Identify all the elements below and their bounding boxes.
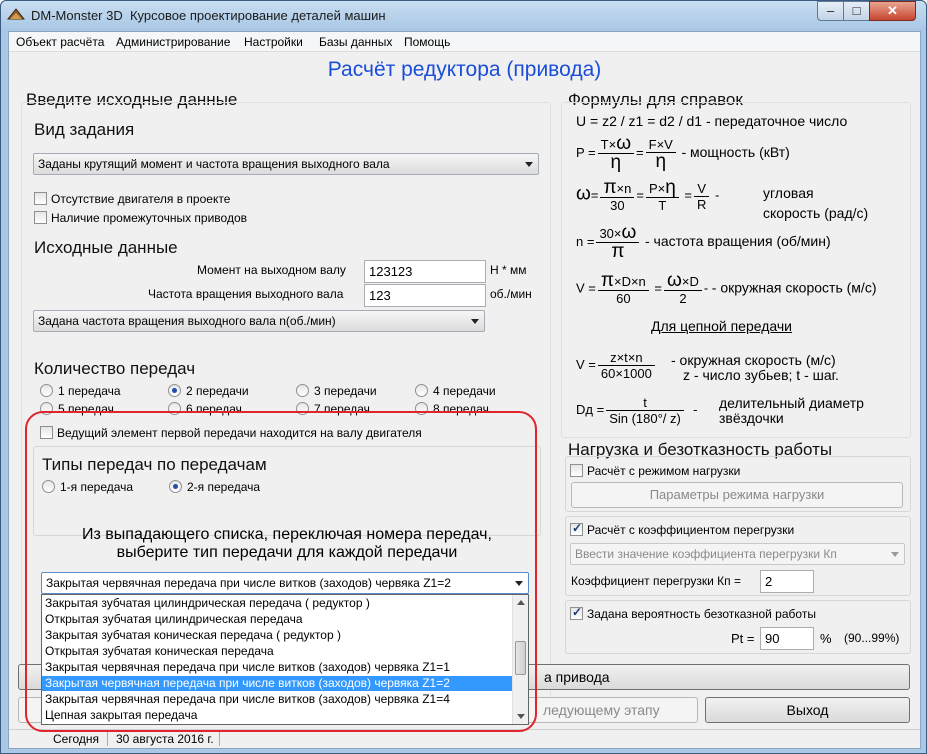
status-separator [107,732,108,746]
leading-element-checkbox[interactable]: Ведущий элемент первой передачи находится на валу двигателя [40,426,422,440]
formulas-heading: Формулы для справок [568,90,743,109]
chain-heading: Для цепной передачи [651,318,792,334]
title-bar[interactable] [1,1,926,31]
pt-input[interactable]: 90 [760,627,814,650]
menu-settings[interactable]: Настройки [244,35,303,49]
exit-button[interactable]: Выход [705,697,910,723]
input-heading: Введите исходные данные [26,90,238,109]
menu-object[interactable]: Объект расчёта [16,35,105,49]
chevron-down-icon [525,162,533,167]
intermediate-drives-checkbox[interactable]: Наличие промежуточных приводов [34,211,247,225]
no-engine-checkbox[interactable]: Отсутствие двигателя в проекте [34,192,230,206]
radio-gears-5[interactable]: 5 передач [40,402,114,416]
checkbox-box[interactable] [34,192,47,205]
dropdown-option[interactable]: Цепная закрытая передача [45,708,198,722]
formula-circumferential: V = $\frac{\pi\times D\times n}{60}$ = $\frac{\omega\times D}{2}$ - - окружная скорость (м/с) [576,270,877,306]
next-stage-button[interactable]: ледующему этапу [18,697,698,723]
reliability-checkbox[interactable]: ✓Задана вероятность безотказной работы [570,607,816,621]
gear-type-hint: Из выпадающего списка, переключая номера передач, выберите тип передачи для каждой передачи [82,526,492,561]
menu-admin[interactable]: Администрирование [116,35,231,49]
radio-dot[interactable] [296,384,309,397]
menu-help[interactable]: Помощь [404,35,451,49]
checkbox-box[interactable] [570,523,583,536]
radio-gears-3[interactable]: 3 передачи [296,384,377,398]
torque-input[interactable]: 123123 [364,260,486,283]
radio-dot[interactable] [415,384,428,397]
checkbox-box[interactable] [570,464,583,477]
window-title: DM-Monster 3D Курсовое проектирование деталей машин [31,8,386,23]
menu-databases[interactable]: Базы данных [319,35,393,49]
gear-type-combo[interactable]: Закрытая червячная передача при числе витков (заходов) червяка Z1=2 [41,572,529,594]
speed-mode-combo[interactable]: Задана частота вращения выходного вала n(об./мин) [33,310,485,332]
highlight-annotation [25,411,537,732]
overload-input[interactable]: 2 [760,570,814,593]
task-type-combo[interactable]: Заданы крутящий момент и частота вращения выходного вала [33,153,539,175]
overload-checkbox[interactable]: ✓Расчёт с коэффициентом перегрузки [570,523,794,537]
pt-range: (90...99%) [844,631,900,645]
minimize-button[interactable]: – [817,1,844,21]
formula-sprocket: Dд = $\frac{t}{\text{Sin (180°/ z)}}$ - [576,395,698,426]
radio-gears-4[interactable]: 4 передачи [415,384,496,398]
status-separator [219,732,220,746]
formula-sprocket-desc: делительный диаметр звёздочки [719,395,864,426]
torque-unit: Н * мм [490,263,527,277]
load-mode-checkbox[interactable]: Расчёт с режимом нагрузки [570,464,740,478]
radio-dot[interactable] [168,384,181,397]
gear-count-heading: Количество передач [34,359,196,378]
dropdown-option-selected[interactable]: Закрытая червячная передача при числе витков (заходов) червяка Z1=2 [42,676,514,691]
load-heading: Нагрузка и безотказность работы [568,440,833,459]
formula-angular-desc: угловая скорость (рад/с) [763,185,869,221]
radio-dot[interactable] [40,384,53,397]
formula-chain-speed: V = $\frac{z\times t\times n}{60\times 1000}$ [576,350,657,381]
maximize-button[interactable]: □ [843,1,870,21]
gear-types-heading: Типы передач по передачам [42,455,267,474]
dropdown-option[interactable]: Открытая зубчатая коническая передача [45,644,274,658]
formula-chain-desc: - окружная скорость (м/с) z - число зубьев; t - шаг. [671,352,839,383]
radio-gears-7[interactable]: 7 передач [296,402,370,416]
radio-stage-2[interactable]: 2-я передача [169,480,260,494]
speed-label: Частота вращения выходного вала [148,287,344,301]
status-today-label: Сегодня [53,732,99,746]
formula-power: P = $\frac{T\times\omega}{\eta}$ = $\frac{F\times V}{\eta}$ - мощность (кВт) [576,133,790,173]
speed-input[interactable]: 123 [364,284,486,307]
dropdown-option[interactable]: Закрытая червячная передача при числе витков (заходов) червяка Z1=4 [45,692,450,706]
pt-label: Pt = [731,631,755,646]
page-title: Расчёт редуктора (привода) [327,58,602,81]
torque-label: Момент на выходном валу [197,263,346,277]
radio-gears-8[interactable]: 8 передач [415,402,489,416]
radio-gears-6[interactable]: 6 передач [168,402,242,416]
overload-label: Коэффициент перегрузки Кп = [571,574,741,588]
chevron-down-icon [471,319,479,324]
dropdown-option[interactable]: Закрытая зубчатая цилиндрическая передача ( редуктор ) [45,596,370,610]
speed-unit: об./мин [490,287,532,301]
dropdown-option[interactable]: Открытая зубчатая цилиндрическая передача [45,612,303,626]
calculate-drive-button[interactable]: а привода [18,664,910,690]
dropdown-option[interactable]: Закрытая червячная передача при числе витков (заходов) червяка Z1=1 [45,660,450,674]
app-logo-icon [7,7,25,21]
formula-ratio: U = z2 / z1 = d2 / d1 - передаточное число [576,113,848,129]
radio-gears-2[interactable]: 2 передачи [168,384,249,398]
chevron-down-icon [891,552,899,557]
task-type-heading: Вид задания [34,120,135,139]
formula-angular-speed: ω= $\frac{\pi\times n}{30}$ = $\frac{P\times\eta}{T}$ = $\frac{V}{R}$ - [576,177,720,213]
close-button[interactable]: ✕ [869,1,916,21]
menu-bar [9,32,920,52]
checkbox-box[interactable] [570,607,583,620]
overload-combo[interactable]: Ввести значение коэффициента перегрузки Кп [570,543,905,565]
load-params-button[interactable]: Параметры режима нагрузки [571,482,903,508]
dropdown-option[interactable]: Закрытая зубчатая коническая передача ( редуктор ) [45,628,341,642]
status-date: 30 августа 2016 г. [116,732,214,746]
radio-gears-1[interactable]: 1 передача [40,384,121,398]
pt-unit: % [820,631,832,646]
source-data-heading: Исходные данные [34,238,178,257]
formula-rotation: n = $\frac{30\times\omega}{\pi}$ - частота вращения (об/мин) [576,222,831,262]
checkbox-box[interactable] [34,211,47,224]
radio-stage-1[interactable]: 1-я передача [42,480,133,494]
